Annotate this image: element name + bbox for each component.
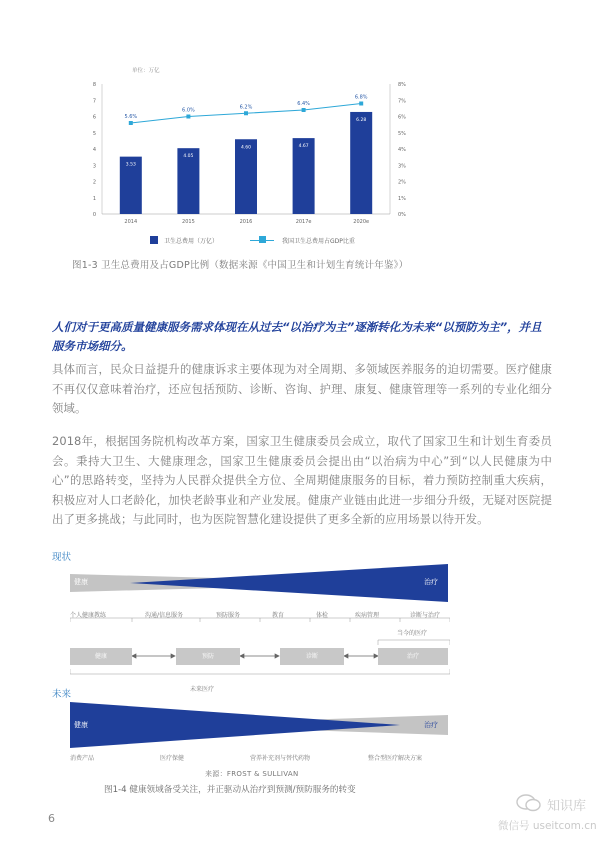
legend-line-marker (259, 236, 266, 243)
source-note: 来源：FROST & SULLIVAN (205, 770, 299, 778)
now-wedge (70, 564, 448, 604)
future-item: 整合型医疗解决方案 (368, 755, 423, 762)
category-label: 2017e (295, 219, 312, 225)
left-tick-label: 3 (92, 163, 96, 170)
double-arrow-icon (240, 654, 279, 658)
bar (293, 138, 315, 214)
line-point (129, 121, 133, 125)
legend-bar-swatch (150, 236, 158, 244)
line-point (359, 102, 363, 106)
right-tick-label: 3% (398, 163, 406, 170)
section-heading: 人们对于更高质量健康服务需求体现在从过去“以治疗为主”逐渐转化为未来“以预防为主”，并且服务市场细分。 (52, 320, 542, 353)
future-item: 消费产品 (70, 755, 95, 762)
now-right-label: 治疗 (424, 578, 438, 586)
line-value-label: 5.6% (124, 114, 138, 120)
left-tick-label: 7 (92, 98, 96, 105)
right-tick-label: 7% (398, 98, 406, 105)
bar (235, 139, 257, 214)
line-value-label: 6.2% (239, 104, 253, 111)
now-label: 现状 (52, 552, 72, 563)
bar-value-label: 4.67 (298, 144, 309, 150)
page-number: 6 (48, 812, 55, 825)
box-health: 健康 (70, 648, 132, 665)
figure-1-3-caption: 图1-3 卫生总费用及占GDP比例（数据来源《中国卫生和计划生育统计年鉴》） (72, 260, 409, 271)
bar (350, 112, 372, 214)
right-tick-label: 2% (398, 179, 406, 186)
legend-bar-label: 卫生总费用（万亿） (164, 238, 219, 245)
right-tick-label: 1% (398, 195, 406, 202)
now-item: 个人健康教练 (70, 612, 107, 619)
now-item: 预防服务 (216, 612, 241, 619)
box-diagnosis: 诊断 (280, 648, 344, 665)
left-tick-label: 8 (92, 82, 96, 88)
line-value-label: 6.8% (354, 94, 368, 101)
category-label: 2016 (239, 219, 253, 225)
line-point (244, 111, 248, 115)
line-value-label: 6.4% (297, 101, 310, 107)
double-arrow-icon (132, 654, 175, 658)
now-left-label: 健康 (74, 578, 88, 586)
box-prevention: 预防 (176, 648, 240, 665)
now-blue-wedge (130, 564, 448, 602)
future-label: 未来 (52, 689, 72, 700)
now-item: 诊断与治疗 (410, 612, 441, 619)
left-tick-label: 4 (92, 147, 96, 153)
line-point (186, 115, 190, 119)
future-blue-wedge (70, 702, 400, 748)
line-value-label: 6.0% (182, 107, 195, 114)
now-item: 教育 (272, 612, 285, 619)
bar-value-label: 4.60 (240, 145, 252, 151)
bar-value-label: 4.05 (183, 154, 194, 160)
bar-value-label: 3.53 (125, 162, 136, 168)
watermark-account: 微信号 useitcom.cn (498, 820, 597, 832)
left-tick-label: 0 (92, 212, 96, 218)
right-tick-label: 0% (398, 212, 406, 218)
chart-svg (60, 62, 420, 252)
future-item: 营养补充剂与替代药物 (250, 755, 311, 762)
right-tick-label: 5% (398, 130, 406, 137)
paragraph-1: 具体而言，民众日益提升的健康诉求主要体现为对全周期、多领域医养服务的迫切需要。医疗健康不再仅仅意味着治疗，还应包括预防、诊断、咨询、护理、康复、健康管理等一系列的专业化细分领域。 (52, 362, 552, 416)
left-tick-label: 1 (92, 195, 96, 202)
future-right-label: 治疗 (424, 721, 438, 729)
right-tick-label: 4% (398, 147, 406, 153)
gdp-chart (60, 62, 420, 252)
now-item: 疾病管理 (355, 612, 380, 619)
paragraph-2: 2018年，根据国务院机构改革方案，国家卫生健康委员会成立，取代了国家卫生和计划生育委员会。秉持大卫生、大健康理念，国家卫生健康委员会提出由“以治病为中心”到“以人民健康为中心”的思路转变，坚持为人民群众提供全方位、全周期健康服务的目标，着力预防控制重大疾病，积极应对人口老龄化，加快老龄事业和产业发展。健康产业链由此进一步细分升级，无疑对医院提出了更多挑战；与此同时，也为医院智慧化建设提供了更多全新的应用场景以待开发。 (52, 434, 552, 527)
figure-1-4-caption: 图1-4 健康领域备受关注，并正驱动从治疗到预测/预防服务的转变 (104, 785, 356, 795)
wechat-icon (516, 793, 542, 813)
future-care-label: 未来医疗 (190, 686, 215, 693)
watermark-name: 知识库 (547, 799, 587, 814)
left-tick-label: 2 (92, 179, 96, 186)
now-item: 体检 (316, 612, 329, 619)
box-treatment: 治疗 (378, 648, 448, 665)
right-tick-label: 6% (398, 114, 406, 121)
legend-line-label: 我国卫生总费用占GDP比重 (282, 238, 355, 245)
bar-value-label: 6.28 (356, 117, 367, 123)
left-tick-label: 5 (92, 130, 96, 137)
future-item: 医疗保健 (160, 755, 185, 762)
category-label: 2014 (124, 219, 138, 225)
future-wedge (70, 702, 448, 748)
current-care-label: 当今的医疗 (397, 630, 428, 637)
line-point (302, 108, 306, 112)
double-arrow-icon (344, 654, 378, 658)
right-tick-label: 8% (398, 82, 406, 88)
left-tick-label: 6 (92, 114, 96, 121)
chart-unit-label: 单位：万亿 (132, 68, 160, 74)
future-left-label: 健康 (74, 721, 88, 729)
category-label: 2015 (182, 219, 195, 225)
now-item: 沟通/信息服务 (145, 612, 184, 619)
category-label: 2020e (353, 219, 370, 225)
